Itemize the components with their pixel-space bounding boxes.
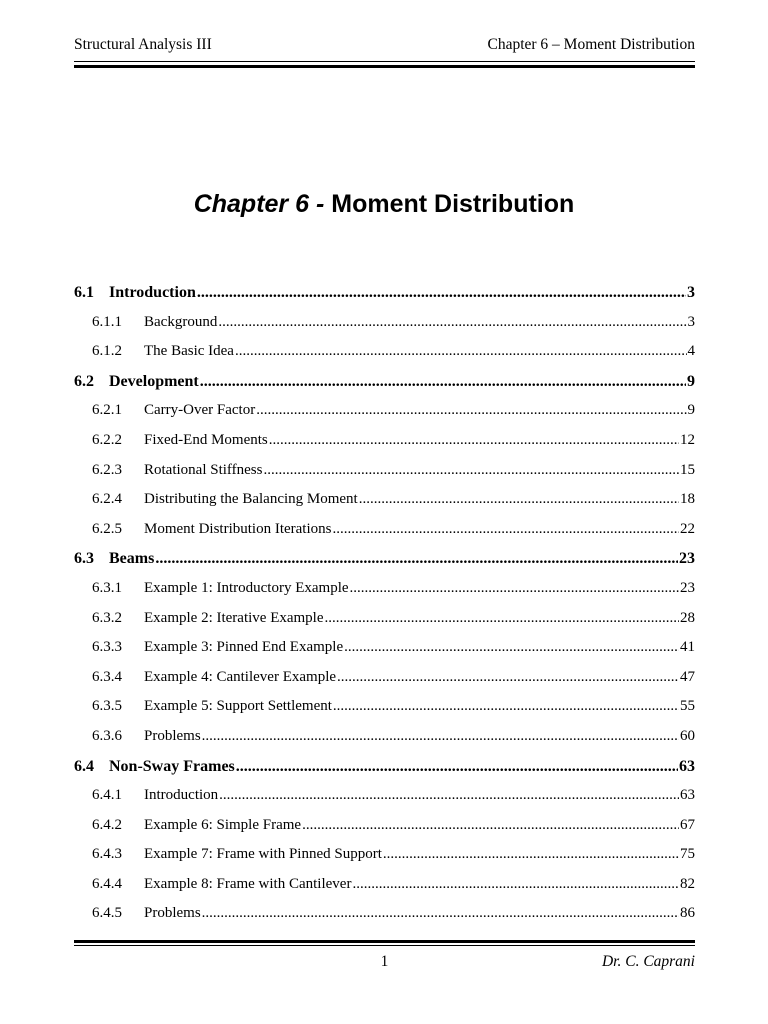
toc-entry-page: 23 bbox=[680, 579, 695, 596]
toc-entry-page: 55 bbox=[680, 698, 695, 715]
toc-subsection-entry[interactable] bbox=[74, 639, 695, 669]
toc-entry-page: 22 bbox=[680, 520, 695, 537]
toc-subsection-entry[interactable] bbox=[74, 580, 695, 610]
toc-leader-dots bbox=[197, 284, 686, 302]
toc-leader-dots bbox=[263, 462, 679, 479]
toc-leader-dots bbox=[200, 373, 686, 391]
toc-leader-dots bbox=[218, 314, 686, 331]
toc-entry-label: Rotational Stiffness bbox=[144, 461, 263, 478]
toc-leader-dots bbox=[344, 639, 679, 656]
toc-subsection-entry[interactable] bbox=[74, 610, 695, 640]
toc-entry-number: 6.4.2 bbox=[92, 816, 122, 833]
toc-entry-page: 23 bbox=[679, 550, 695, 568]
toc-leader-dots bbox=[202, 728, 679, 745]
toc-leader-dots bbox=[219, 787, 679, 804]
toc-entry-label: Example 7: Frame with Pinned Support bbox=[144, 846, 382, 863]
toc-entry-label: Example 5: Support Settlement bbox=[144, 698, 332, 715]
table-of-contents bbox=[74, 284, 695, 935]
toc-entry-number: 6.3 bbox=[74, 550, 94, 568]
toc-entry-page: 3 bbox=[687, 313, 695, 330]
toc-section-entry[interactable] bbox=[74, 284, 695, 314]
toc-leader-dots bbox=[383, 846, 679, 863]
toc-entry-number: 6.2.4 bbox=[92, 491, 122, 508]
toc-entry-label: Background bbox=[144, 313, 218, 330]
footer-rule-thin bbox=[74, 945, 695, 946]
chapter-title-number: Chapter 6 - bbox=[193, 190, 325, 218]
toc-entry-number: 6.4.1 bbox=[92, 787, 122, 804]
toc-entry-label: Problems bbox=[144, 905, 201, 922]
toc-leader-dots bbox=[302, 817, 679, 834]
toc-leader-dots bbox=[202, 905, 679, 922]
footer-rule-thick bbox=[74, 940, 695, 943]
toc-entry-label: Distributing the Balancing Moment bbox=[144, 491, 358, 508]
header-course-title: Structural Analysis III bbox=[74, 36, 212, 53]
chapter-title bbox=[0, 190, 768, 219]
toc-entry-label: Non-Sway Frames bbox=[109, 757, 235, 775]
toc-entry-number: 6.3.4 bbox=[92, 668, 122, 685]
toc-entry-page: 75 bbox=[680, 846, 695, 863]
toc-entry-page: 47 bbox=[680, 668, 695, 685]
toc-leader-dots bbox=[337, 669, 679, 686]
toc-leader-dots bbox=[352, 876, 679, 893]
toc-entry-page: 3 bbox=[687, 284, 695, 301]
toc-entry-label: Introduction bbox=[109, 284, 196, 301]
header-rule-thick bbox=[74, 65, 695, 68]
toc-entry-page: 9 bbox=[687, 372, 695, 390]
toc-entry-page: 28 bbox=[680, 609, 695, 626]
chapter-title-text: Moment Distribution bbox=[324, 190, 575, 218]
toc-leader-dots bbox=[359, 491, 679, 508]
toc-entry-number: 6.2.1 bbox=[92, 402, 122, 419]
header-chapter-title: Chapter 6 – Moment Distribution bbox=[487, 36, 695, 53]
toc-entry-page: 41 bbox=[680, 639, 695, 656]
toc-entry-label: The Basic Idea bbox=[144, 343, 234, 360]
toc-subsection-entry[interactable] bbox=[74, 817, 695, 847]
toc-subsection-entry[interactable] bbox=[74, 728, 695, 758]
page-header bbox=[74, 36, 695, 56]
toc-entry-number: 6.4.4 bbox=[92, 875, 122, 892]
toc-entry-number: 6.1 bbox=[74, 284, 94, 301]
toc-entry-number: 6.4 bbox=[74, 757, 94, 775]
toc-entry-number: 6.3.6 bbox=[92, 727, 122, 744]
toc-subsection-entry[interactable] bbox=[74, 314, 695, 344]
toc-entry-number: 6.2.2 bbox=[92, 431, 122, 448]
toc-entry-page: 60 bbox=[680, 727, 695, 744]
toc-entry-label: Moment Distribution Iterations bbox=[144, 520, 332, 537]
toc-entry-number: 6.3.1 bbox=[92, 579, 122, 596]
author-name: Dr. C. Caprani bbox=[601, 953, 695, 970]
toc-entry-label: Example 6: Simple Frame bbox=[144, 816, 302, 833]
toc-entry-label: Development bbox=[109, 372, 199, 390]
toc-subsection-entry[interactable] bbox=[74, 876, 695, 906]
toc-subsection-entry[interactable] bbox=[74, 432, 695, 462]
toc-entry-number: 6.3.2 bbox=[92, 609, 122, 626]
toc-entry-number: 6.1.1 bbox=[92, 313, 122, 330]
toc-entry-number: 6.2.5 bbox=[92, 520, 122, 537]
toc-subsection-entry[interactable] bbox=[74, 491, 695, 521]
toc-entry-number: 6.3.3 bbox=[92, 639, 122, 656]
toc-entry-label: Introduction bbox=[144, 787, 219, 804]
toc-entry-label: Fixed-End Moments bbox=[144, 431, 268, 448]
toc-entry-label: Problems bbox=[144, 727, 201, 744]
toc-subsection-entry[interactable] bbox=[74, 698, 695, 728]
page-footer bbox=[74, 953, 695, 973]
toc-entry-page: 86 bbox=[680, 905, 695, 922]
toc-leader-dots bbox=[325, 610, 679, 627]
toc-section-entry[interactable] bbox=[74, 758, 695, 788]
toc-entry-label: Example 1: Introductory Example bbox=[144, 579, 349, 596]
toc-entry-label: Example 8: Frame with Cantilever bbox=[144, 875, 352, 892]
toc-entry-page: 9 bbox=[687, 402, 695, 419]
toc-leader-dots bbox=[350, 580, 679, 597]
toc-section-entry[interactable] bbox=[74, 373, 695, 403]
toc-leader-dots bbox=[155, 550, 678, 568]
toc-entry-label: Beams bbox=[109, 550, 155, 568]
toc-subsection-entry[interactable] bbox=[74, 787, 695, 817]
toc-entry-label: Example 3: Pinned End Example bbox=[144, 639, 344, 656]
toc-entry-label: Carry-Over Factor bbox=[144, 402, 256, 419]
toc-entry-number: 6.4.5 bbox=[92, 905, 122, 922]
page-number: 1 bbox=[380, 953, 389, 970]
header-rule-thin bbox=[74, 61, 695, 62]
toc-entry-page: 82 bbox=[680, 875, 695, 892]
toc-subsection-entry[interactable] bbox=[74, 521, 695, 551]
toc-leader-dots bbox=[333, 698, 679, 715]
toc-leader-dots bbox=[235, 343, 687, 360]
toc-entry-number: 6.3.5 bbox=[92, 698, 122, 715]
toc-entry-page: 18 bbox=[680, 491, 695, 508]
toc-leader-dots bbox=[269, 432, 679, 449]
toc-entry-label: Example 4: Cantilever Example bbox=[144, 668, 337, 685]
toc-leader-dots bbox=[256, 402, 686, 419]
toc-entry-number: 6.2 bbox=[74, 372, 94, 390]
toc-leader-dots bbox=[332, 521, 679, 538]
toc-subsection-entry[interactable] bbox=[74, 462, 695, 492]
toc-subsection-entry[interactable] bbox=[74, 343, 695, 373]
toc-section-entry[interactable] bbox=[74, 550, 695, 580]
toc-entry-page: 63 bbox=[679, 757, 695, 775]
toc-entry-page: 12 bbox=[680, 431, 695, 448]
toc-entry-page: 4 bbox=[687, 343, 695, 360]
toc-entry-number: 6.4.3 bbox=[92, 846, 122, 863]
toc-entry-number: 6.2.3 bbox=[92, 461, 122, 478]
toc-entry-page: 15 bbox=[680, 461, 695, 478]
toc-leader-dots bbox=[236, 758, 678, 776]
toc-subsection-entry[interactable] bbox=[74, 846, 695, 876]
toc-entry-page: 63 bbox=[680, 787, 695, 804]
toc-entry-number: 6.1.2 bbox=[92, 343, 122, 360]
toc-subsection-entry[interactable] bbox=[74, 402, 695, 432]
toc-subsection-entry[interactable] bbox=[74, 669, 695, 699]
toc-entry-page: 67 bbox=[680, 816, 695, 833]
toc-subsection-entry[interactable] bbox=[74, 905, 695, 935]
toc-entry-label: Example 2: Iterative Example bbox=[144, 609, 324, 626]
